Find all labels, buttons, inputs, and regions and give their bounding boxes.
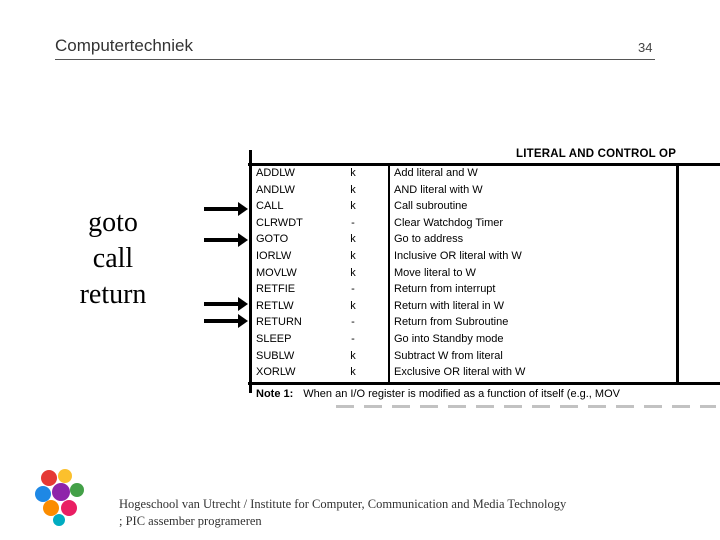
table-row — [248, 166, 720, 183]
description: Return from interrupt — [394, 283, 496, 296]
table-row — [248, 299, 720, 316]
table-header: LITERAL AND CONTROL OP — [516, 148, 677, 160]
note-text: When an I/O register is modified as a function of itself (e.g., MOV — [303, 388, 620, 400]
operand: - — [351, 316, 355, 329]
operand: k — [350, 266, 356, 279]
operand: k — [350, 200, 356, 213]
mnemonic: CALL — [256, 200, 284, 213]
table-border-bottom — [248, 382, 720, 385]
word-goto: goto — [88, 207, 138, 238]
mnemonic: ADDLW — [256, 167, 295, 179]
mnemonic: RETFIE — [256, 283, 296, 296]
description: Inclusive OR literal with W — [394, 250, 522, 262]
mnemonic: SLEEP — [256, 333, 292, 345]
word-return: return — [79, 279, 147, 310]
description: Call subroutine — [394, 200, 468, 213]
description: Exclusive OR literal with W — [394, 366, 526, 379]
operand: k — [350, 233, 356, 246]
footer-line-1: Hogeschool van Utrecht / Institute for Computer, Communication and Media Technology — [119, 497, 567, 511]
header-title: Computertechniek — [55, 36, 193, 55]
mnemonic: IORLW — [256, 250, 292, 262]
description: Go to address — [394, 233, 464, 246]
mnemonic: GOTO — [256, 233, 289, 246]
arrow-right-icon — [204, 319, 240, 323]
arrow-right-icon — [204, 238, 240, 242]
highlighted-words — [60, 205, 166, 313]
table-row — [248, 199, 720, 216]
description: Clear Watchdog Timer — [394, 216, 504, 229]
description: Add literal and W — [394, 167, 478, 179]
table-row — [248, 315, 720, 332]
operand: k — [350, 366, 356, 379]
table-row — [248, 232, 720, 249]
mnemonic: MOVLW — [256, 266, 297, 279]
operand: - — [351, 333, 355, 345]
page-number: 34 — [638, 40, 653, 55]
table-row — [248, 183, 720, 200]
word-call: call — [92, 243, 134, 274]
footer — [119, 496, 566, 530]
operand: k — [350, 299, 356, 312]
table-note — [256, 388, 620, 400]
header-divider — [55, 59, 655, 60]
mnemonic: ANDLW — [256, 183, 295, 196]
mnemonic: RETLW — [256, 299, 294, 312]
table-row — [248, 282, 720, 299]
note-continuation — [336, 405, 716, 408]
footer-line-2: ; PIC assember programeren — [119, 514, 262, 528]
operand: k — [350, 167, 356, 179]
operand: k — [350, 349, 356, 362]
mnemonic: RETURN — [256, 316, 302, 329]
description: Subtract W from literal — [394, 349, 503, 362]
institution-logo — [35, 468, 85, 526]
description: Go into Standby mode — [394, 333, 504, 345]
description: Move literal to W — [394, 266, 476, 279]
mnemonic: CLRWDT — [256, 216, 303, 229]
arrow-right-icon — [204, 302, 240, 306]
arrow-right-icon — [204, 207, 240, 211]
description: Return with literal in W — [394, 299, 505, 312]
table-row — [248, 349, 720, 366]
operand: k — [350, 183, 356, 196]
table-row — [248, 365, 720, 382]
table-row — [248, 216, 720, 233]
operand: - — [351, 216, 355, 229]
operand: - — [351, 283, 355, 296]
description: Return from Subroutine — [394, 316, 509, 329]
note-label: Note 1: — [256, 388, 294, 400]
table-row — [248, 249, 720, 266]
description: AND literal with W — [394, 183, 483, 196]
operand: k — [350, 250, 356, 262]
instruction-table — [248, 145, 720, 410]
mnemonic: XORLW — [256, 366, 296, 379]
mnemonic: SUBLW — [256, 349, 295, 362]
table-row — [248, 332, 720, 349]
table-row — [248, 266, 720, 283]
